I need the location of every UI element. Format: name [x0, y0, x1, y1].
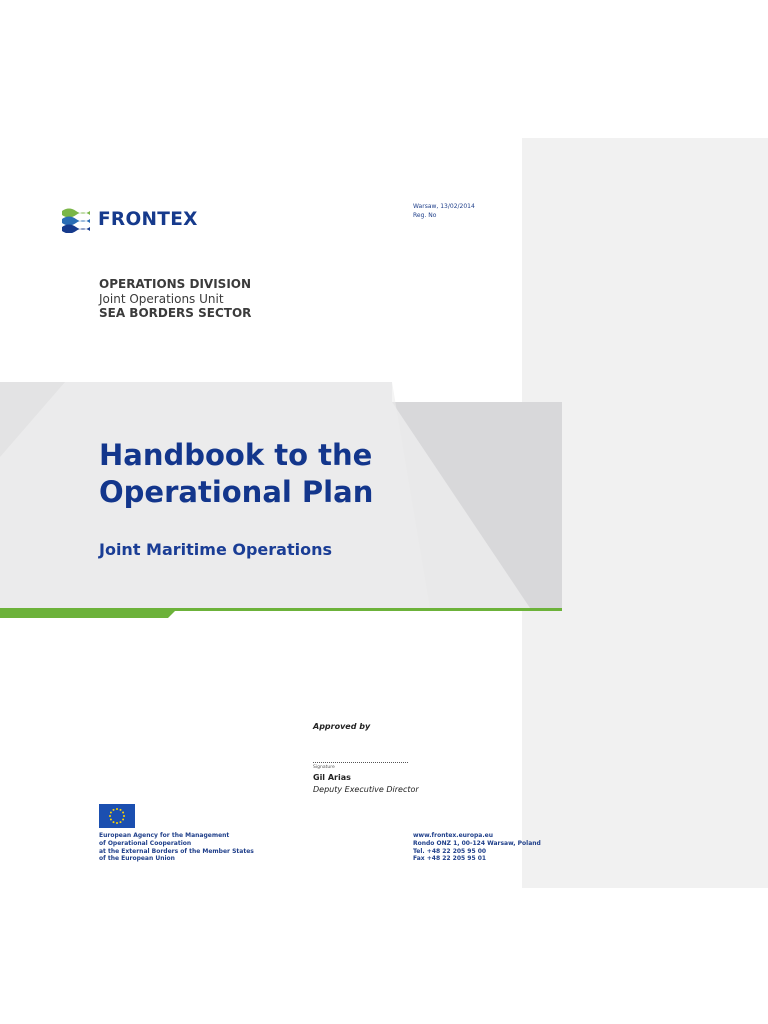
- page-title: [99, 437, 373, 511]
- title-line-1: Handbook to the: [99, 438, 373, 472]
- website-link[interactable]: www.frontex.europa.eu: [413, 832, 493, 839]
- reg-line: Reg. No: [413, 212, 437, 219]
- signer-name: Gil Arias: [313, 773, 351, 782]
- approved-by-label: Approved by: [313, 722, 371, 731]
- division-name: OPERATIONS DIVISION: [99, 277, 252, 291]
- signer-block: [313, 772, 419, 796]
- frontex-wave-icon: [62, 205, 90, 233]
- frontex-logo-text: FRONTEX: [98, 208, 198, 230]
- sector-name: SEA BORDERS SECTOR: [99, 306, 252, 320]
- signature-label: Signature: [313, 765, 335, 770]
- agency-address: [99, 832, 254, 863]
- contact-block: [413, 832, 541, 863]
- title-line-2: Operational Plan: [99, 475, 374, 509]
- date-line: Warsaw, 13/02/2014: [413, 203, 475, 210]
- postal-address: Rondo ONZ 1, 00-124 Warsaw, Poland: [413, 839, 541, 847]
- eu-flag-icon: [99, 804, 135, 828]
- agency-line-3: at the External Borders of the Member States: [99, 847, 254, 855]
- fax: Fax +48 22 205 95 01: [413, 855, 487, 863]
- telephone: Tel. +48 22 205 95 00: [413, 847, 487, 855]
- unit-name: Joint Operations Unit: [99, 291, 224, 306]
- division-block: [99, 277, 251, 321]
- frontex-logo: [62, 205, 198, 233]
- agency-line-2: of Operational Cooperation: [99, 839, 192, 847]
- document-meta: [413, 202, 475, 220]
- agency-line-4: of the European Union: [99, 855, 175, 863]
- signer-role: Deputy Executive Director: [313, 785, 419, 794]
- agency-line-1: European Agency for the Management: [99, 832, 230, 839]
- page-subtitle: Joint Maritime Operations: [99, 540, 332, 559]
- signature-line: [313, 762, 408, 763]
